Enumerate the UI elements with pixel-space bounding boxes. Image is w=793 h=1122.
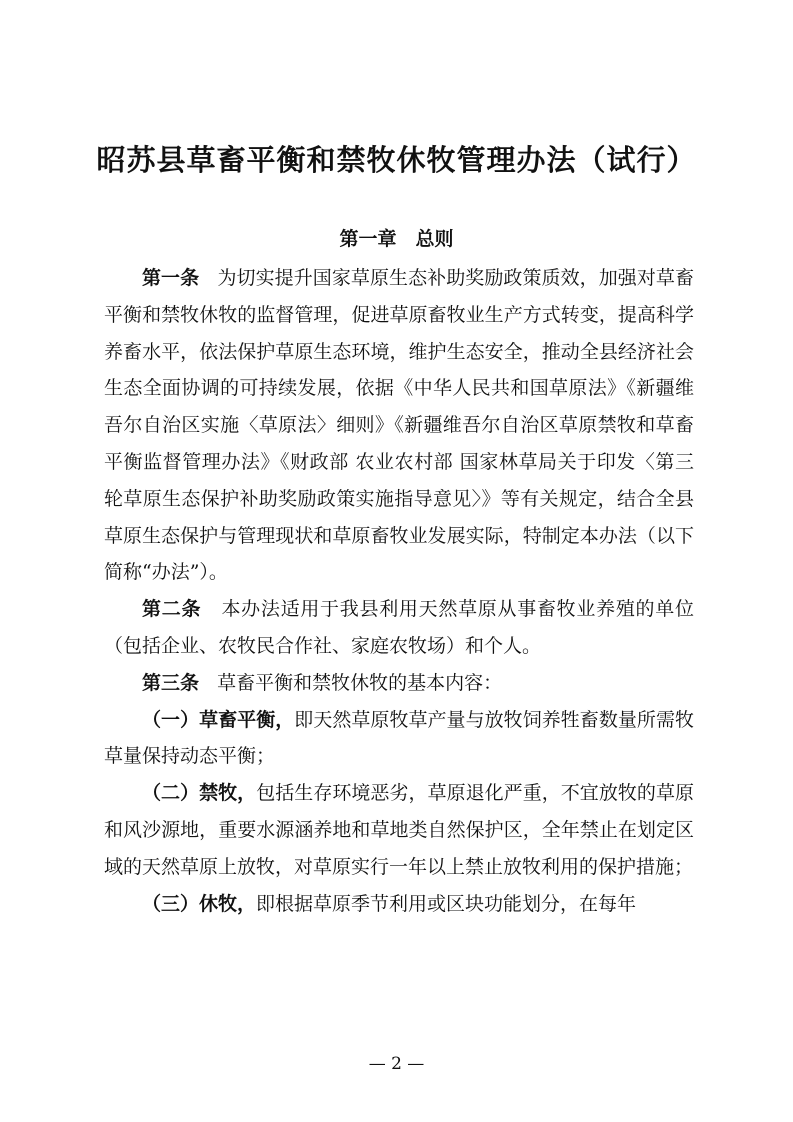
clause-text: 即天然草原牧草产量与放牧饲养牲畜数量所需牧草量保持动态平衡； bbox=[104, 708, 694, 768]
article-text: 草畜平衡和禁牧休牧的基本内容： bbox=[217, 671, 503, 694]
article-1 bbox=[104, 260, 694, 591]
clause-text: 包括生存环境恶劣，草原退化严重，不宜放牧的草原和风沙源地，重要水源涵养地和草地类自然保护区，全年禁止在划定区域的天然草原上放牧，对草原实行一年以上禁止放牧利用的保护措施； bbox=[104, 782, 694, 878]
clause-text: 即根据草原季节利用或区块功能划分，在每年 bbox=[256, 892, 637, 915]
article-text: 本办法适用于我县利用天然草原从事畜牧业养殖的单位（包括企业、农牧民合作社、家庭农牧场）和个人。 bbox=[104, 598, 694, 657]
clause-2 bbox=[104, 775, 694, 885]
clause-label: （一）草畜平衡， bbox=[142, 708, 295, 731]
article-2 bbox=[104, 591, 694, 665]
article-text: 为切实提升国家草原生态补助奖励政策质效，加强对草畜平衡和禁牧休牧的监督管理，促进草原畜牧业生产方式转变，提高科学养畜水平，依法保护草原生态环境，维护生态安全，推动全县经济社会生态全面协调的可持续发展，依据《中华人民共和国草原法》《新疆维吾尔自治区实施〈草原法〉细则》《新疆维吾尔自治区草原禁牧和草畜平衡监督管理办法》《财政部 农业农村部 国家林草局关于印发〈第三轮草原生态保护补助奖励政策实施指导意见〉》等有关规定，结合全县草原生态保护与管理现状和草原畜牧业发展实际，特制定本办法（以下简称“办法”）。 bbox=[104, 267, 694, 584]
chapter-heading: 第一章 总则 bbox=[339, 228, 454, 250]
article-label: 第一条 bbox=[142, 267, 200, 289]
document-body bbox=[104, 260, 694, 922]
clause-3 bbox=[104, 886, 694, 923]
clause-label: （三）休牧， bbox=[142, 892, 257, 915]
article-label: 第三条 bbox=[142, 671, 200, 694]
article-label: 第二条 bbox=[142, 598, 202, 621]
clause-label: （二）禁牧， bbox=[142, 782, 257, 805]
article-3 bbox=[104, 665, 694, 702]
document-title: 昭苏县草畜平衡和禁牧休牧管理办法（试行） bbox=[96, 143, 697, 177]
clause-1 bbox=[104, 702, 694, 776]
page-number: — 2 — bbox=[368, 1054, 425, 1074]
